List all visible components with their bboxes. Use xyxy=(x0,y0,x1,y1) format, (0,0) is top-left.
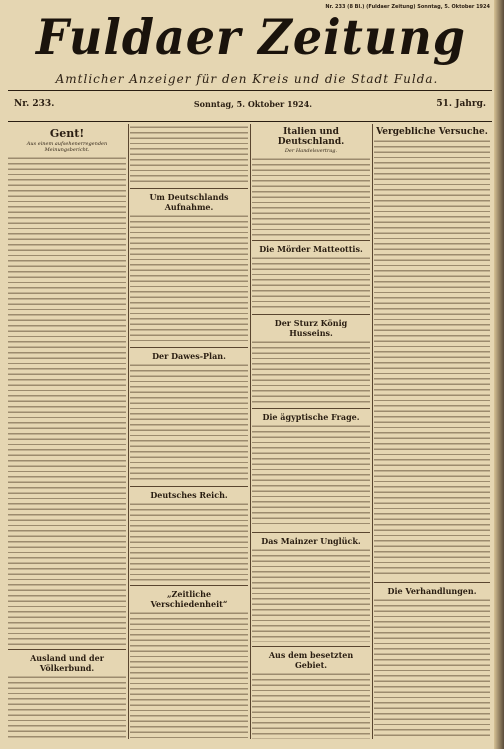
column-1 xyxy=(8,124,126,739)
article-body xyxy=(130,124,248,184)
issue-number: Nr. 233. xyxy=(14,99,55,109)
column-rule xyxy=(372,124,373,739)
article-body xyxy=(252,423,370,528)
article-body xyxy=(252,156,370,236)
article-headline: Die Mörder Matteottis. xyxy=(259,244,363,254)
article-divider xyxy=(252,314,370,315)
article-divider xyxy=(374,582,490,583)
issue-date: Sonntag, 5. Oktober 1924. xyxy=(193,99,313,109)
top-note: Nr. 233 (8 Bl.) (Fuldaer Zeitung) Sonntag, 5. Oktober 1924 xyxy=(325,4,490,10)
article-divider xyxy=(252,532,370,533)
column-2 xyxy=(130,124,248,739)
article-headline: Die ägyptische Frage. xyxy=(262,412,360,422)
article-divider xyxy=(8,649,126,650)
article-body xyxy=(374,138,490,578)
article-body xyxy=(252,671,370,739)
article-headline: Gent! xyxy=(49,127,85,140)
article-body xyxy=(8,674,126,739)
article-headline: Der Dawes-Plan. xyxy=(152,351,226,361)
article-subheadline: Der Handelsvertrag. xyxy=(284,148,338,154)
masthead-subtitle: Amtlicher Anzeiger für den Kreis und die Stadt Fulda. xyxy=(55,72,439,86)
article-body xyxy=(130,213,248,343)
article-divider xyxy=(252,646,370,647)
column-4 xyxy=(374,124,490,739)
article-headline: Um Deutschlands Aufnahme. xyxy=(149,192,229,212)
article-divider xyxy=(252,408,370,409)
article-divider xyxy=(130,585,248,586)
article-headline: Ausland und der Völkerbund. xyxy=(30,653,104,673)
article-divider xyxy=(252,240,370,241)
article-headline: Das Mainzer Unglück. xyxy=(261,536,361,546)
article-body xyxy=(374,597,490,739)
column-3 xyxy=(252,124,370,739)
column-rule xyxy=(128,124,129,739)
article-headline: Vergebliche Versuche. xyxy=(376,127,488,137)
article-headline: Die Verhandlungen. xyxy=(387,586,477,596)
article-divider xyxy=(130,486,248,487)
issue-volume: 51. Jahrg. xyxy=(436,99,486,109)
article-headline: Aus dem besetzten Gebiet. xyxy=(268,650,354,670)
article-headline: Italien und Deutschland. xyxy=(277,127,345,147)
issue-info-bar xyxy=(8,90,492,122)
article-body xyxy=(130,501,248,581)
masthead-title: Fuldaer Zeitung xyxy=(36,8,466,66)
article-body xyxy=(252,547,370,642)
article-body xyxy=(252,339,370,404)
article-headline: Der Sturz König Husseins. xyxy=(274,318,348,338)
article-divider xyxy=(130,347,248,348)
article-headline: „Zeitliche Verschiedenheit“ xyxy=(150,589,228,609)
article-body xyxy=(130,362,248,482)
article-body xyxy=(130,610,248,739)
article-divider xyxy=(130,188,248,189)
column-rule xyxy=(250,124,251,739)
article-body xyxy=(252,255,370,310)
article-body xyxy=(8,155,126,645)
article-headline: Deutsches Reich. xyxy=(150,490,228,500)
article-subheadline: Aus einem aufsehenerregenden Meinungsbericht. xyxy=(26,141,108,153)
